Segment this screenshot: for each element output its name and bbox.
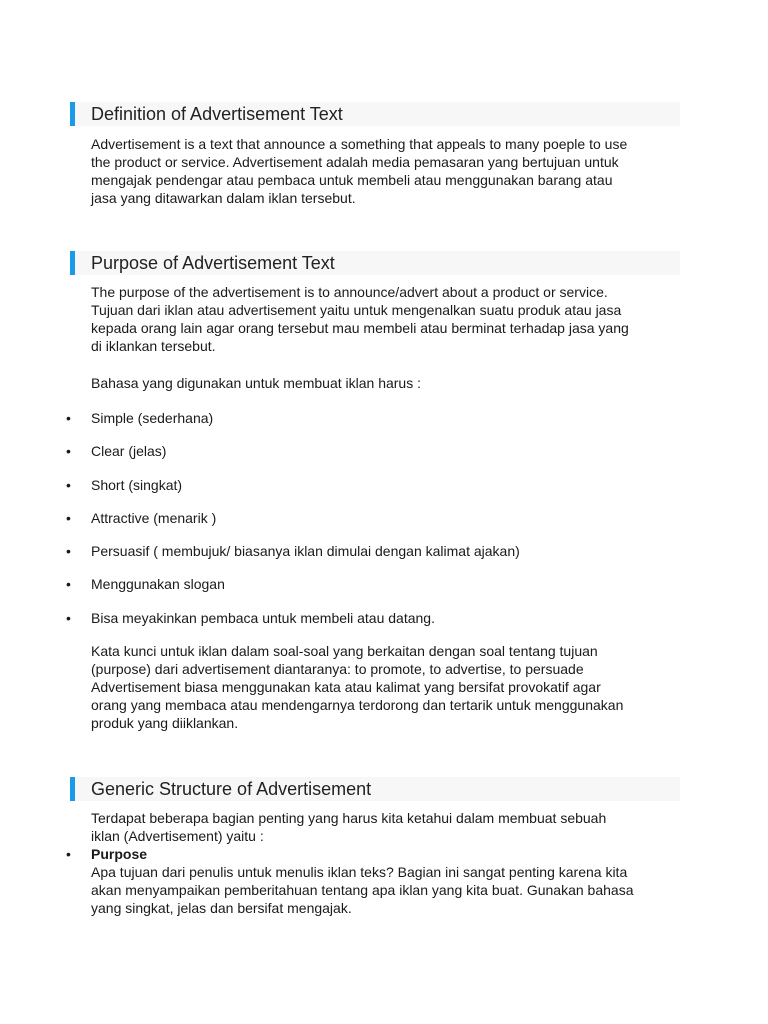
paragraph-line: produk yang diiklankan. [91,715,239,731]
paragraph-line: the product or service. Advertisement adalah media pemasaran yang bertujuan untuk [91,154,619,170]
bullet-icon: • [66,610,71,626]
list-item-text: Bisa meyakinkan pembaca untuk membeli atau datang. [91,610,435,626]
section-heading-definition [70,102,680,126]
paragraph-line: orang yang membaca atau mendengarnya terdorong dan tertarik untuk menggunakan [91,697,624,713]
paragraph-line: Kata kunci untuk iklan dalam soal-soal yang berkaitan dengan soal tentang tujuan [91,643,598,659]
bullet-icon: • [66,477,71,493]
language-intro [91,374,691,392]
paragraph-line: Advertisement biasa menggunakan kata atau kalimat yang bersifat provokatif agar [91,679,601,695]
list-item-title: Purpose [91,846,148,862]
paragraph-line: Bahasa yang digunakan untuk membuat iklan harus : [91,375,421,391]
paragraph-line: (purpose) dari advertisement diantaranya: to promote, to advertise, to persuade [91,661,584,677]
definition-paragraph [91,135,691,207]
bullet-icon: • [66,410,71,426]
list-item-text: Persuasif ( membujuk/ biasanya iklan dimulai dengan kalimat ajakan) [91,543,520,559]
heading-accent-bar [70,777,75,801]
paragraph-line: Tujuan dari iklan atau advertisement yaitu untuk mengenalkan suatu produk atau jasa [91,302,622,318]
heading-accent-bar [70,102,75,126]
structure-paragraph [91,809,691,845]
paragraph-line: mengajak pendengar atau pembaca untuk membeli atau menggunakan barang atau [91,172,613,188]
bullet-icon: • [66,576,71,592]
section-title: Definition of Advertisement Text [91,104,343,124]
paragraph-line: yang singkat, jelas dan bersifat mengajak. [91,900,352,916]
paragraph-line: di iklankan tersebut. [91,338,216,354]
keywords-paragraph [91,642,691,732]
bullet-icon: • [66,510,71,526]
bullet-icon: • [66,443,71,459]
list-item-text: Simple (sederhana) [91,410,214,426]
heading-accent-bar [70,251,75,275]
list-item-text: Attractive (menarik ) [91,510,217,526]
paragraph-line: Terdapat beberapa bagian penting yang harus kita ketahui dalam membuat sebuah [91,810,607,826]
paragraph-line: akan menyampaikan pemberitahuan tentang apa iklan yang kita buat. Gunakan bahasa [91,882,634,898]
paragraph-line: kepada orang lain agar orang tersebut mau membeli atau berminat terhadap jasa yang [91,320,629,336]
paragraph-line: jasa yang ditawarkan dalam iklan tersebut. [91,190,356,206]
list-item-text: Menggunakan slogan [91,576,225,592]
section-heading-purpose [70,251,680,275]
section-heading-generic-structure [70,777,680,801]
bullet-icon: • [66,846,71,862]
purpose-description [91,863,691,917]
bullet-icon: • [66,543,71,559]
paragraph-line: The purpose of the advertisement is to announce/advert about a product or service. [91,284,608,300]
list-item-text: Clear (jelas) [91,443,167,459]
paragraph-line: iklan (Advertisement) yaitu : [91,828,264,844]
purpose-paragraph [91,283,691,355]
paragraph-line: Apa tujuan dari penulis untuk menulis iklan teks? Bagian ini sangat penting karena kita [91,864,628,880]
section-title: Generic Structure of Advertisement [91,779,372,799]
paragraph-line: Advertisement is a text that announce a something that appeals to many poeple to use [91,136,628,152]
section-title: Purpose of Advertisement Text [91,253,335,273]
list-item-text: Short (singkat) [91,477,183,493]
